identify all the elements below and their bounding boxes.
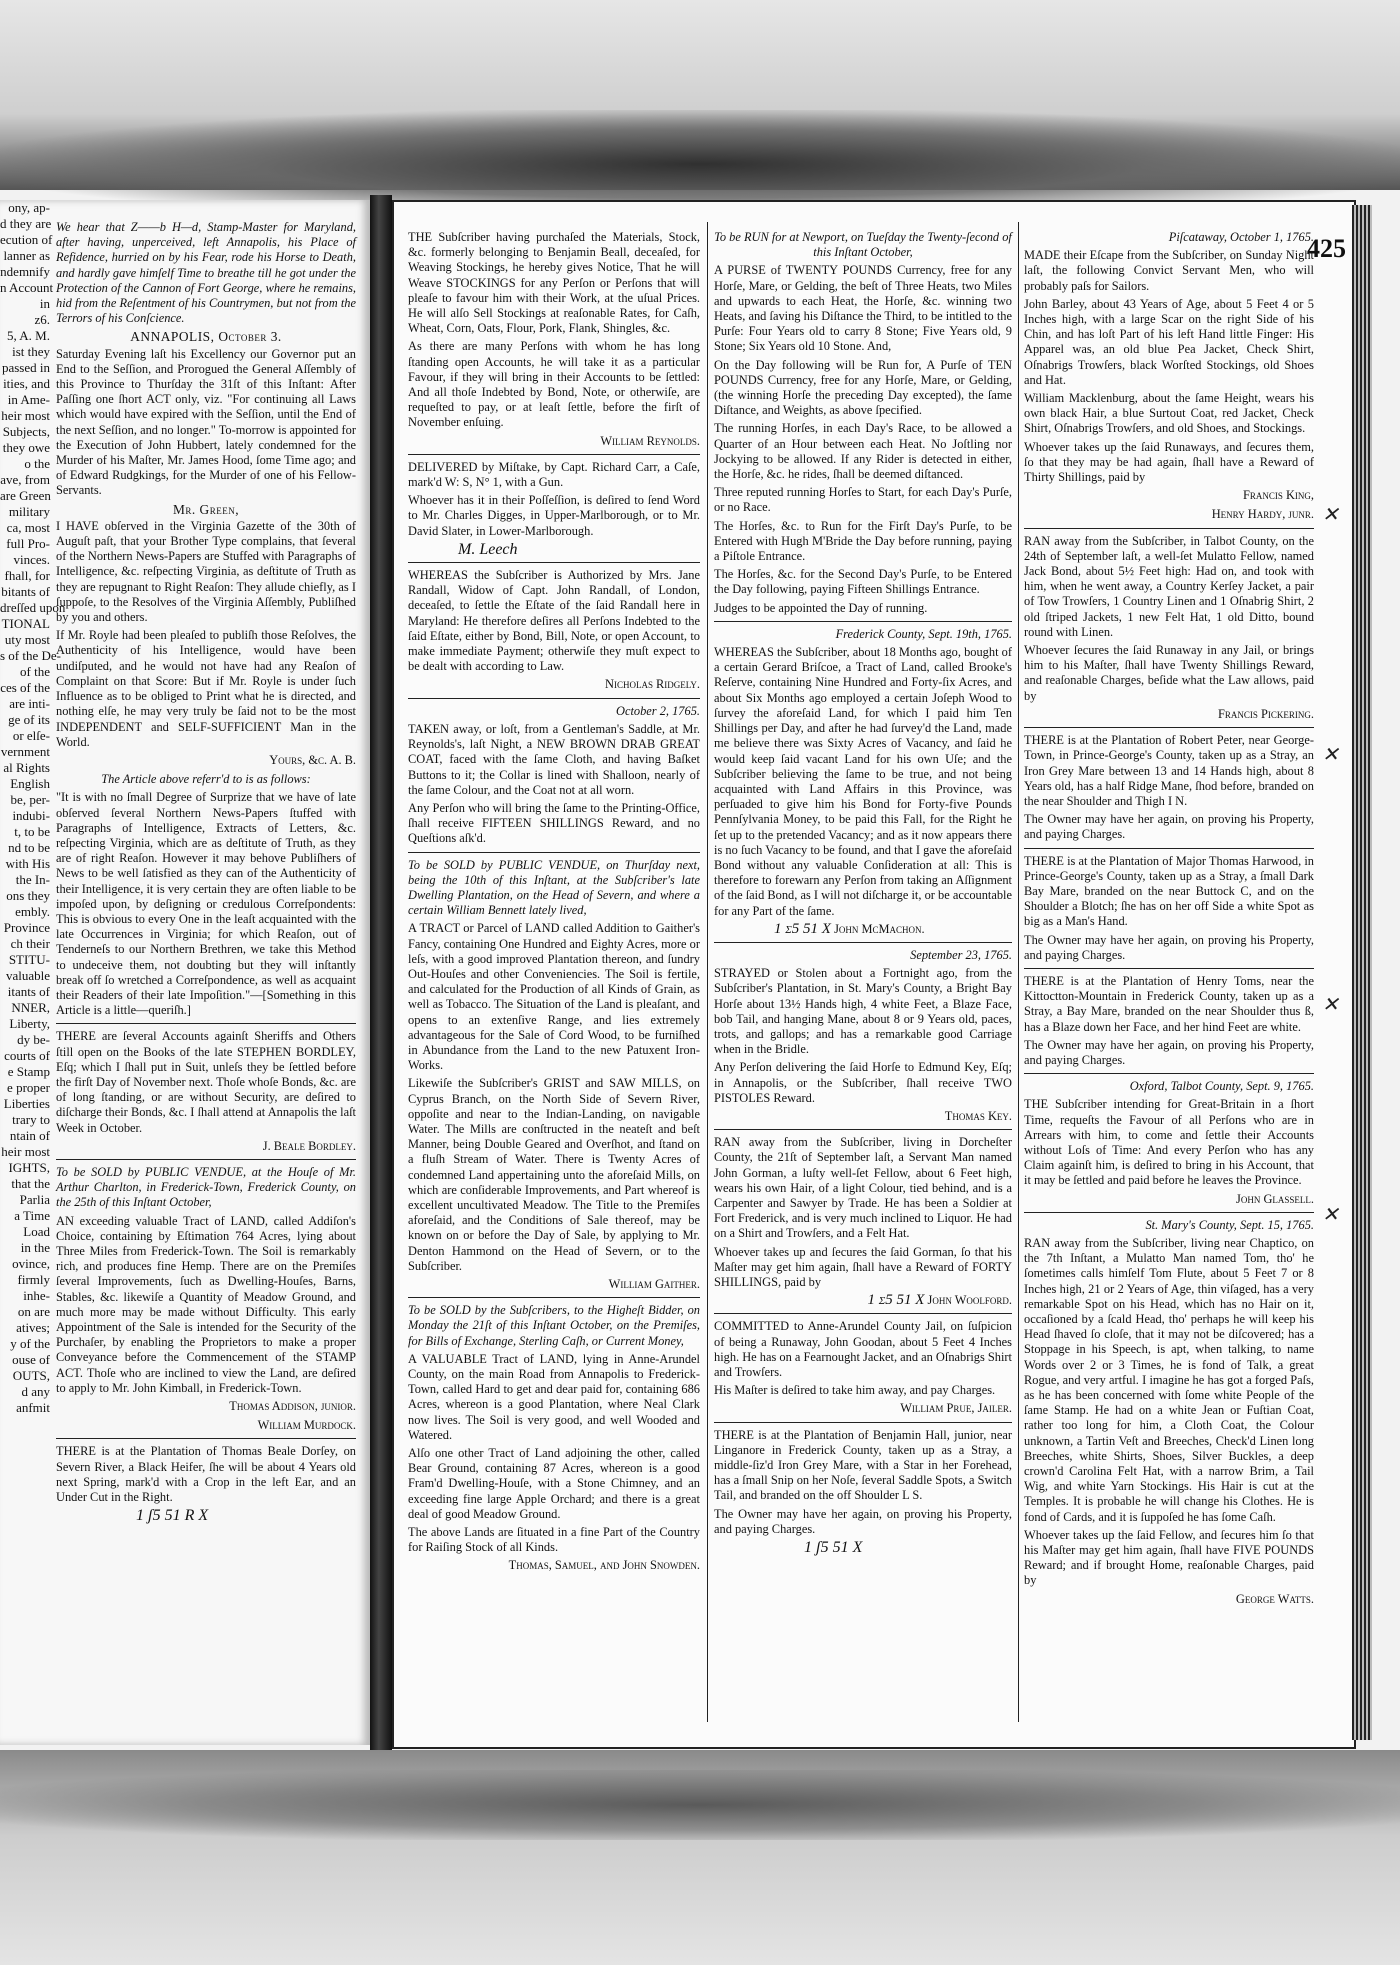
vendue-signature-1: Thomas Addison, junior.: [229, 1399, 356, 1414]
page-edge-stack: [1352, 205, 1372, 1740]
left-margin-fragment: vernment: [0, 744, 50, 759]
toms-notice: THERE is at the Plantation of Henry Toms, near the Kittoctton-Mountain in Frederick County, taken up as a Stray, a Bay Mare, branded on the near Shoulder thus ß, has a Blaze down her Face, and her hind Feet are white.: [1024, 973, 1314, 1034]
handwritten-mark: 1 ʃ5 51 X: [774, 920, 831, 937]
left-margin-fragment: be, per-: [10, 792, 50, 807]
woolford-notice: RAN away from the Subſcriber, living in Dorcheſter County, the 21ſt of September laſt, a Servant Man named John Gorman, a luſty well-ſet Fellow, about 6 Feet high, wears his own Hair, of a light Colour, tied behind, and is a Carpenter and Sawyer by Trade. He has been a Soldier at Fort Frederick, and is very much inclined to Liquor. He had on a Shirt and Trowſers, and a Felt Hat.: [714, 1135, 1012, 1241]
woolford-signature: John Woolford.: [927, 1293, 1012, 1308]
king-signature-2: Henry Hardy, junr.: [1211, 507, 1314, 522]
left-margin-fragment: STITU-: [8, 952, 50, 967]
bordley-signature: J. Beale Bordley.: [262, 1138, 356, 1153]
left-margin-fragment: lanner as: [3, 248, 50, 263]
left-margin-fragment: indubi-: [12, 808, 50, 823]
divider: [56, 1023, 356, 1024]
left-margin-fragment: are inti-: [9, 696, 50, 711]
king-notice-3: William Macklenburg, about the ſame Height, wears his own black Hair, a blue Surtout Coat, red Jacket, Check Shirt, Oſnabrigs Trowſers, and old Shoes, and Stockings.: [1024, 391, 1314, 436]
left-margin-fragment: that the: [11, 1176, 50, 1191]
snowden-heading: To be SOLD by the Subſcribers, to the Higheſt Bidder, on Monday the 21ſt of this Inſtant October, on the Premiſes, for Bills of Exchange, Sterling Caſh, or Current Money,: [408, 1303, 700, 1348]
divider: [408, 454, 700, 455]
letter-paragraph-2: If Mr. Royle had been pleaſed to publiſh those Reſolves, the Authenticity of his Intelligence, would have been undiſputed, and he would not have had any Reaſon of Complaint on that Score: But if Mr. Royle is under ſuch Influence as to be obliged to Print what he is directed, and nothing elſe, he may very truly be ſaid not to be the most INDEPENDENT and SELF-SUFFICIENT Man in the World.: [56, 628, 356, 749]
vendue-signature-2: William Murdock.: [257, 1418, 356, 1433]
annapolis-dateline: ANNAPOLIS, October 3.: [130, 329, 282, 345]
prue-signature: William Prue, Jailer.: [900, 1401, 1012, 1416]
left-margin-fragment: in the: [20, 1240, 50, 1255]
divider: [1024, 528, 1314, 529]
left-margin-fragment: in Ame-: [7, 392, 50, 407]
pickering-notice: RAN away from the Subſcriber, in Talbot County, on the 24th of September laſt, a well-ſet Mulatto Fellow, named Jack Bond, about 5½ Feet high: Had on, and took with him, when he went away, a Country Kerſey Jacket, a pair of Tow Trowſers, 1 Country Linen and 1 Oſnabrig Shirt, 2 old ſtriped Jackets, 1 new Felt Hat, 1 old Ditto, bound round with Linen.: [1024, 533, 1314, 639]
left-margin-fragment: ntain of: [9, 1128, 50, 1143]
left-margin-fragment: ch their: [10, 936, 50, 951]
prue-notice: COMMITTED to Anne-Arundel County Jail, on ſuſpicion of being a Runaway, John Goodan, about 5 Feet 4 Inches high. He has on a Fearnought Jacket, and an Oſnabrigs Shirt and Trowſers.: [714, 1319, 1012, 1380]
key-signature: Thomas Key.: [944, 1108, 1012, 1123]
bennett-notice: A TRACT or Parcel of LAND called Addition to Gaither's Fancy, containing One Hundred and Eighty Acres, more or leſs, with a good improved Plantation thereon, and ſundry Out-Houſes and other Conveniencies. The Soil is fertile, and calculated for the Production of all Kinds of Grain, as well as Tobacco. The Situation of the Land is pleaſant, and opens to an extenſive Range, and lies extremely advantageous for the Sale of Cord Wood, to be furniſhed in Abundance from the Land to the new Patuxent Iron-Works.: [408, 921, 700, 1073]
glassell-dateline: Oxford, Talbot County, Sept. 9, 1765.: [1129, 1079, 1314, 1094]
divider: [408, 698, 700, 699]
ridgely-signature: Nicholas Ridgely.: [605, 677, 700, 692]
left-margin-fragment: IGHTS,: [8, 1160, 50, 1175]
letter-signature: Yours, &c. A. B.: [269, 752, 356, 767]
left-margin-fragment: trary to: [12, 1112, 50, 1127]
left-margin-fragment: dy be-: [17, 1032, 50, 1047]
left-margin-fragment: itants of: [7, 984, 50, 999]
divider: [408, 562, 700, 563]
margin-mark: ✕: [1322, 994, 1339, 1016]
left-margin-fragment: ces of the: [0, 680, 50, 695]
left-margin-fragment: they owe: [2, 440, 50, 455]
left-margin-fragment: n Account: [0, 280, 54, 295]
left-margin-fragment: embly.: [15, 904, 50, 919]
mcmachon-signature-line: [714, 922, 1012, 937]
snowden-notice-2: Alſo one other Tract of Land adjoining the other, called Bear Ground, containing 87 Acres, whereon is a good Fram'd Dwelling-Houſe, with a Stone Chimney, and an exceeding fine large Apple Orchard; and there is a great deal of good Meadow Ground.: [408, 1446, 700, 1521]
left-margin-fragment: valuable: [5, 968, 50, 983]
left-margin-fragment: of the: [20, 664, 50, 679]
king-notice: MADE their Eſcape from the Subſcriber, on Sunday Night laſt, the following Convict Servant Men, who will probably paſs for Sailors.: [1024, 248, 1314, 293]
snowden-signature: Thomas, Samuel, and John Snowden.: [508, 1558, 700, 1573]
left-margin-fragment: vinces.: [13, 552, 50, 567]
left-margin-fragment: NNER,: [11, 1000, 50, 1015]
left-margin-fragment: firmly: [17, 1272, 50, 1287]
left-margin-fragment: ouse of: [12, 1352, 50, 1367]
bordley-notice: THERE are ſeveral Accounts againſt Sheriffs and Others ſtill open on the Books of the late STEPHEN BORDLEY, Eſq; which I ſhall put in Suit, unleſs they be ſettled before the firſt Day of November next. Thoſe whoſe Bonds, &c. are of long ſtanding, or are without Security, are deſired to diſcharge their Bonds, &c. I ſhall attend at Annapolis the laſt Week in October.: [56, 1029, 356, 1135]
left-margin-fragment: ge of its: [8, 712, 50, 727]
left-margin-fragment: the In-: [15, 872, 50, 887]
left-margin-fragment: bitants of: [1, 584, 50, 599]
key-notice: STRAYED or Stolen about a Fortnight ago, from the Subſcriber's Plantation, in St. Mary's County, a Bright Bay Horſe about 13½ Hands high, 4 white Feet, a Blaze Face, bob Tail, and hanging Mane, about 8 or 9 Years old, paces, trots, and gallops; and has a remarkable good Carriage when in the Bridle.: [714, 966, 1012, 1057]
column-4: [1024, 230, 1314, 1730]
snowden-notice: A VALUABLE Tract of LAND, lying in Anne-Arundel County, on the main Road from Annapolis to Frederick-Town, called Hard to get and dear paid for, containing 686 Acres, whereon is a good Plantation, where Neal Clark now lives. The Soil is very good, and well Wooded and Watered.: [408, 1351, 700, 1442]
column-2: [408, 230, 700, 1730]
glassell-notice: THE Subſcriber intending for Great-Britain in a ſhort Time, requeſts the Favour of all Perſons who are in Arrears with him, to come and ſettle their Accounts without Loſs of Time: And every Perſon who has any Claim againſt him, is deſired to bring in his Account, that it may be ſettled and paid before he leaves the Province.: [1024, 1097, 1314, 1188]
delivered-notice-2: Whoever has it in their Poſſeſſion, is deſired to ſend Word to Mr. Charles Digges, in Upper-Marlborough, or to Mr. David Slater, in Lower-Marlborough.: [408, 493, 700, 538]
watts-dateline: St. Mary's County, Sept. 15, 1765.: [1145, 1217, 1314, 1232]
vendue-heading: To be SOLD by PUBLIC VENDUE, at the Houſe of Mr. Arthur Charlton, in Frederick-Town, Frederick County, on the 25th of this Inſtant October,: [56, 1164, 356, 1210]
left-margin-fragment: English: [10, 776, 50, 791]
delivered-notice: DELIVERED by Miſtake, by Capt. Richard Carr, a Caſe, mark'd W: S, N° 1, with a Gun.: [408, 459, 700, 490]
race-heading: To be RUN for at Newport, on Tueſday the Twenty-ſecond of this Inſtant October,: [714, 230, 1012, 260]
left-margin-fragment: atives;: [16, 1320, 50, 1335]
left-margin-fragment: z6.: [34, 312, 50, 327]
mills-notice: Likewiſe the Subſcriber's GRIST and SAW MILLS, on Cyprus Branch, on the North Side of Severn River, oppoſite and near to the Indian-Landing, on navigable Water. The Mills are conſtructed in the neateſt and beſt Manner, being Double Geared and Overſhot, and ſtand on a fluſh Stream of Water. There is Twenty Acres of condemned Land appertaining unto the aforeſaid Mills, on which are conſiderable Improvements, and Part whereof is excellent uncultivated Meadow. The Title to the Premiſes aforeſaid, and the Conditions of Sale thereof, may be known on or before the Day of Sale, by applying to Mr. Denton Hammond on the Head of Severn, or to the Subſcriber.: [408, 1076, 700, 1273]
woolford-signature-line: [714, 1293, 1012, 1308]
page-number: 425: [1307, 234, 1346, 263]
divider: [1024, 1212, 1314, 1213]
left-margin-fragment: Province: [3, 920, 50, 935]
hall-notice: THERE is at the Plantation of Benjamin Hall, junior, near Linganore in Frederick County, taken up as a Stray, a middle-ſiz'd Iron Grey Mare, with a Star in her Forehead, has a ſmall Snip on her Noſe, ſeveral Saddle Spots, a Switch Tail, and branded on the off Shoulder L S.: [714, 1427, 1012, 1503]
handwritten-mark: 1 ʃ5 51 R X: [136, 1507, 209, 1525]
race-notice-2: On the Day following will be Run for, A Purſe of TEN POUNDS Currency, free for any Horſe, Mare, or Gelding, (the winning Horſe the preceding Day excepted), the ſame Diſtance, and Weights, as above ſpecified.: [714, 357, 1012, 418]
left-margin-fragment: s of the De-: [0, 648, 62, 663]
divider: [1024, 848, 1314, 849]
divider: [1024, 727, 1314, 728]
left-margin-fragment: ca, most: [6, 520, 50, 535]
left-margin-fragment: ony, ap-: [8, 200, 50, 215]
book-gutter: [370, 195, 392, 1750]
left-margin-fragment: ons they: [6, 888, 50, 903]
left-margin-fragment: inhe-: [23, 1288, 50, 1303]
left-margin-fragment: nd to be: [8, 840, 50, 855]
quoted-article: "It is with no ſmall Degree of Surprize that we have of late obſerved ſeveral Northern News-Papers ſtuffed with Paragraphs of Intelligence, Extracts of Letters, &c. reſpecting Virginia, which are as deſtitute of Truth, as they are of right Reaſon. However it may behove Publiſhers of News to be well ſatisfied as they can of the Authenticity of their Intelligence, it is very certain they are often liable to be impoſed upon, by deſigning or credulous Correſpondents: This is obvious to every One in the leaſt acquainted with the late Occurrences in Virginia; for which Reaſon, out of Tenderneſs to our Northern Brethren, we take this Method to undeceive them, not doubting but they will inſtantly break off ſo wretched a Correſpondence, as well as acquaint their Readers of their late Impoſition."—[Something in this Article is a little—queriſh.]: [56, 790, 357, 1018]
handwritten-name: M. Leech: [458, 540, 518, 558]
race-notice-6: The Horſes, &c. for the Second Day's Purſe, to be Entered the Day following, paying Fifteen Shillings Entrance.: [714, 567, 1012, 597]
left-margin-fragment: ndemnify: [0, 264, 50, 279]
left-margin-fragment: d they are: [0, 216, 52, 231]
mills-signature: William Gaither.: [608, 1277, 700, 1291]
reynolds-notice-2: As there are many Perſons with whom he has long ſtanding open Accounts, he will take it as a particular Favour, if they will bring in their Accounts to be ſettled: And all thoſe Indebted by Bond, Note, or otherwiſe, are requeſted to pay, or at leaſt ſettle, before the firſt of November enſuing.: [408, 339, 700, 430]
left-margin-fragment: are Green: [0, 488, 51, 503]
king-notice-4: Whoever takes up the ſaid Runaways, and ſecures them, ſo that they may be had again, ſhall have a Reward of Thirty Shillings, paid by: [1024, 439, 1314, 485]
left-margin-fragment: passed in: [1, 360, 50, 375]
left-margin-fragment: al Rights: [3, 760, 50, 775]
left-margin-fragment: anfmit: [16, 1400, 50, 1415]
left-margin-fragment: fhall, for: [4, 568, 50, 583]
assembly-news: Saturday Evening laſt his Excellency our Governor put an End to the Seſſion, and Prorogued the General Aſſembly of this Province to Thurſday the 31ſt of this Inſtant: After Paſſing one ſhort ACT only, viz. "For continuing all Laws which would have expired with the Seſſion, until the End of the next Seſſion, and no longer." To-morrow is appointed for the Execution of John Hubbert, lately condemned for the Murder of his Maſter, Mr. James Hood, ſome Time ago; and of Edward Rudgkings, for the Murder of one of his Fellow-Servants.: [56, 346, 356, 498]
divider: [408, 852, 700, 853]
watts-notice: RAN away from the Subſcriber, living near Chaptico, on the 7th Inſtant, a Mulatto Man named Tom, tho' he ſometimes calls himſelf Tom Flute, about 5 Feet 7 or 8 Inches high, 21 or 2 Years of Age, thin viſaged, has a very remarkable Spot on his Head, which has no Hair on it, occaſioned by a ſcald Head, tho' perhaps he will keep his Head ſhaved ſo cloſe, that it may not be diſcovered; has a Stoppage in his Speech, is apt, when talking, to name Words over 2 or 3 Times, he is fond of Talk, a great Rogue, and very artful. I imagine he has got a forged Paſs, as he has been concerned with ſome white People of the ſame Stamp. He had on a white Jean or Fuſtian Coat, rather too long for him, a Cloth Coat, the Colour unknown, a Tartin Veſt and Breeches, Check'd Linen long Breeches, white Shirts, Shoes, Silver Buckles, a deep crown'd Carolina Felt Hat, with a narrow Brim, a Tail Wig, and white Yarn Stockings. His Hair is cut at the Temples. It is probable he will change his Clothes. He is fond of Cards, and it is ſuppoſed he has ſome Caſh.: [1024, 1235, 1314, 1524]
reynolds-notice: THE Subſcriber having purchaſed the Materials, Stock, &c. formerly belonging to Benjamin Beall, deceaſed, for Weaving Stockings, he hereby gives Notice, That he will Weave STOCKINGS for any Perſon or Perſons that will pleaſe to favour him with their Work, at the uſual Prices. He will alſo Sell Stockings at reaſonable Rates, for Caſh, Wheat, Corn, Oats, Flour, Pork, Flank, Shingles, &c.: [408, 230, 700, 336]
left-margin-fragment: military: [8, 504, 50, 519]
column-rule: [1018, 222, 1019, 1722]
margin-mark: ✕: [1322, 1204, 1339, 1226]
left-margin-fragment: ist they: [12, 344, 50, 359]
left-margin-fragment: uty most: [4, 632, 50, 647]
left-margin-fragment: full Pro-: [6, 536, 50, 551]
pickering-notice-2: Whoever ſecures the ſaid Runaway in any Jail, or brings him to his Maſter, ſhall have Twenty Shillings Reward, and reaſonable Charges, beſide what the Law allows, paid by: [1024, 643, 1314, 703]
margin-mark: ✕: [1322, 504, 1339, 526]
key-dateline: September 23, 1765.: [910, 947, 1012, 962]
heifer-notice: THERE is at the Plantation of Thomas Beale Dorſey, on Severn River, a Black Heifer, ſhe will be about 4 Years old next Spring, mark'd with a Crop in the left Ear, and an Under Cut in the Right.: [56, 1444, 356, 1505]
coat-notice-2: Any Perſon who will bring the ſame to the Printing-Office, ſhall receive FIFTEEN SHILLINGS Reward, and no Queſtions aſk'd.: [408, 800, 700, 846]
divider: [56, 1159, 356, 1160]
left-margin-fragment: ecution of: [0, 232, 53, 247]
left-margin-fragment: ave, from: [0, 472, 50, 487]
left-margin-fragment: ities, and: [3, 376, 50, 391]
left-margin-fragment: in: [39, 296, 50, 311]
bennett-heading: To be SOLD by PUBLIC VENDUE, on Thurſday next, being the 10th of this Inſtant, at the Subſcriber's late Dwelling Plantation, on the Head of Severn, and where a certain William Bennett lately lived,: [408, 857, 700, 918]
left-margin-fragment: heir most: [1, 1144, 50, 1159]
column-1: [56, 220, 356, 1740]
divider: [714, 1422, 1012, 1423]
left-margin-fragment: Parlia: [19, 1192, 50, 1207]
king-notice-2: John Barley, about 43 Years of Age, about 5 Feet 4 or 5 Inches high, with a large Scar on the right Side of his Chin, and has loſt Part of his left Hand little Finger: His Apparel was, an old blue Pea Jacket, Check Shirt, Oſnabrigs Trowſers, black Worſted Stockings, old Shoes and Hat.: [1024, 296, 1314, 387]
king-dateline: Piſcataway, October 1, 1765.: [1168, 230, 1314, 244]
race-notice-4: Three reputed running Horſes to Start, for each Day's Purſe, or no Race.: [714, 485, 1012, 515]
mcmachon-notice: WHEREAS the Subſcriber, about 18 Months ago, bought of a certain Gerard Briſcoe, a Tract of Land, called Brooke's Reſerve, containing Nine Hundred and Forty-ſix Acres, and about Six Months ago employed a certain Joſeph Wood to ſurvey the aforeſaid Land, for which I paid him Ten Shillings per Day, and after he had ſurvey'd the Land, made me believe there was Sixty Acres of Vacancy, and ſaid he would keep ſaid vacant Land for his own Uſe; and the Subſcriber believing the ſame to be true, and not being acquainted with Land Affairs in this Province, was perſuaded to give him his Bond for Forty-five Pounds Pennſylvania Money, to be paid this Fall, for the Right he ſet up to the pretended Vacancy; and as it now appears there is no ſuch Vacancy to be found, and that I gave the aforeſaid Bond without any valuable Conſideration at all: This is therefore to forewarn any Perſon from taking an Aſſignment of the ſaid Bond, as I will not diſcharge it, or be accountable for any Part of the ſame.: [714, 645, 1012, 918]
left-margin-fragment: Subjects,: [2, 424, 50, 439]
left-margin-fragment: Liberty,: [9, 1016, 50, 1031]
toms-notice-2: The Owner may have her again, on proving his Property, and paying Charges.: [1024, 1037, 1314, 1067]
king-signature-1: Francis King,: [1242, 488, 1314, 503]
race-notice-5: The Horſes, &c. to Run for the Firſt Day's Purſe, to be Entered with Hugh M'Bride the Day before running, paying a Piſtole Entrance.: [714, 518, 1012, 564]
left-margin-fragment: dreſſed upon: [0, 600, 66, 615]
left-margin-fragment: Liberties: [3, 1096, 50, 1111]
key-notice-2: Any Perſon delivering the ſaid Horſe to Edmund Key, Eſq; in Annapolis, or the Subſcriber, ſhall receive TWO PISTOLES Reward.: [714, 1060, 1012, 1105]
mcmachon-dateline: Frederick County, Sept. 19th, 1765.: [835, 626, 1012, 641]
handwritten-mark: 1 ʃ5 51 X: [867, 1292, 925, 1309]
harwood-notice: THERE is at the Plantation of Major Thomas Harwood, in Prince-George's County, taken up as a Stray, a ſmall Dark Bay Mare, branded on the near Buttock C, and on the Shoulder a Blotch; ſhe has on her off Side a white Spot as big as a Man's Hand.: [1024, 853, 1314, 929]
divider: [714, 1313, 1012, 1314]
race-notice-3: The running Horſes, in each Day's Race, to be allowed a Quarter of an Hour between each Heat. No Joſtling nor Jockying to be allowed. If any Rider is detected in either, the Horſe, &c. he rides, ſhall be deemed diſtanced.: [714, 421, 1012, 482]
harwood-notice-2: The Owner may have her again, on proving his Property, and paying Charges.: [1024, 932, 1314, 962]
divider: [714, 621, 1012, 622]
glassell-signature: John Glassell.: [1236, 1191, 1314, 1206]
left-margin-fragment: TIONAL: [1, 616, 50, 631]
letter-salutation: Mr. Green,: [172, 501, 240, 517]
watts-notice-2: Whoever takes up the ſaid Fellow, and ſecures him ſo that his Maſter may get him again, ſhall have FIVE POUNDS Reward; and if brought Home, reaſonable Charges, paid by: [1024, 1527, 1314, 1588]
coat-notice: TAKEN away, or loſt, from a Gentleman's Saddle, at Mr. Reynolds's, laſt Night, a NEW BROWN DRAB GREAT COAT, faced with the ſame Cloth, and having Baſket Buttons to it; the Collar is lined with Shalloon, nearly of the ſame Colour, and the Coat not at all worn.: [408, 721, 700, 797]
race-notice-7: Judges to be appointed the Day of running.: [714, 600, 928, 615]
left-margin-fragment: courts of: [4, 1048, 50, 1063]
divider: [56, 1438, 356, 1439]
divider: [1024, 1073, 1314, 1074]
snowden-notice-3: The above Lands are ſituated in a fine Part of the Country for Raiſing Stock of all Kinds.: [408, 1525, 700, 1555]
left-margin-fragment: with His: [5, 856, 50, 871]
left-margin-fragment: a Time: [14, 1208, 50, 1223]
left-margin-fragment: t, to be: [14, 824, 50, 839]
left-margin-fragment: ovince,: [12, 1256, 50, 1271]
column-3: [714, 230, 1012, 1730]
reynolds-signature: William Reynolds.: [600, 433, 700, 448]
race-notice: A PURSE of TWENTY POUNDS Currency, free for any Horſe, Mare, or Gelding, the beſt of Three Heats, two Miles and upwards to each Heat, the Horſe, &c. winning two Heats, and ſaving his Diſtance the Third, to be intitled to the Purſe: Four Years old to carry 8 Stone; Five Years old, 9 Stone; Six Years old 10 Stone. And,: [714, 263, 1012, 354]
scan-shadow-bottom: [0, 1770, 1400, 1840]
right-page: [392, 200, 1356, 1749]
left-margin-fragment: heir most: [1, 408, 50, 423]
woolford-notice-2: Whoever takes up and ſecures the ſaid Gorman, ſo that his Maſter may get him again, ſhall have a Reward of FORTY SHILLINGS, paid by: [714, 1244, 1012, 1289]
left-margin-fragment: e Stamp: [7, 1064, 50, 1079]
divider: [408, 1297, 700, 1298]
handwritten-mark: 1 ʃ5 51 X: [804, 1539, 863, 1557]
watts-signature: George Watts.: [1235, 1591, 1314, 1606]
margin-mark: ✕: [1322, 744, 1339, 766]
left-page: [0, 200, 373, 1745]
ridgely-notice: WHEREAS the Subſcriber is Authorized by Mrs. Jane Randall, Widow of Capt. John Randall, of London, deceaſed, to ſettle the Eſtate of the ſaid Randall here in Maryland: He therefore deſires all Perſons Indebted to the ſaid Eſtate, either by Bond, Bill, Note, or open Account, to make immediate Payment; otherwiſe they muſt expect to be dealt with according to Law.: [408, 568, 700, 674]
vendue-body: AN exceeding valuable Tract of LAND, called Addiſon's Choice, containing by Eſtimation 764 Acres, lying about Three Miles from Frederick-Town. The Soil is remarkably rich, and produces fine Hemp. There are on the Premiſes ſeveral Improvements, ſuch as Dwelling-Houſes, Barns, Stables, &c. likewiſe a Quantity of Meadow Ground, and much more may be made without Difficulty. This early Appointment of the Sale is intended for the Security of the Purchaſer, by enabling the Proprietors to make a proper Conveyance before the Commencement of the STAMP ACT. Thoſe who are inclined to view the Land, are deſired to apply to Mr. John Kimball, in Frederick-Town.: [56, 1213, 356, 1395]
stamp-master-notice: We hear that Z——b H—d, Stamp-Master for Maryland, after having, unperceived, left Annapolis, his Place of Refidence, hurried on by his Fear, rode his Horse to Death, and hardly gave himſelf Time to breathe till he got under the Protection of the Cannon of Fort George, where he remains, hid from the Reſentment of his Countrymen, but not from the Terrors of his Conſcience.: [56, 220, 356, 326]
quoted-intro: The Article above referr'd to is as follows:: [101, 772, 311, 787]
left-margin-fragments: [0, 200, 66, 1745]
letter-paragraph-1: I HAVE obſerved in the Virginia Gazette of the 30th of Auguſt paſt, that your Brother Type complains, that ſeveral of the Northern News-Papers are Stuffed with Paragraphs of Intelligence, &c. reſpecting Virginia, as deſtitute of Truth as they are repugnant to Right Reaſon: They allude chiefly, as I ſuppoſe, to the Resolves of the Virginia Aſſembly, Publiſhed by you and others.: [56, 518, 356, 625]
column-rule: [707, 222, 708, 1722]
left-margin-fragment: OUTS,: [12, 1368, 50, 1383]
prue-notice-2: His Maſter is deſired to take him away, and pay Charges.: [714, 1383, 996, 1398]
left-margin-fragment: o the: [24, 456, 50, 471]
left-margin-fragment: on are: [17, 1304, 50, 1319]
coat-dateline: October 2, 1765.: [616, 703, 700, 718]
mcmachon-signature: John McMachon.: [834, 921, 925, 936]
left-margin-fragment: 5, A. M.: [7, 328, 50, 343]
peter-notice-2: The Owner may have her again, on proving his Property, and paying Charges.: [1024, 812, 1314, 842]
pickering-signature: Francis Pickering.: [1218, 706, 1314, 721]
left-margin-fragment: Load: [23, 1224, 50, 1239]
divider: [1024, 968, 1314, 969]
scan-shadow-top: [0, 110, 1400, 200]
hall-notice-2: The Owner may have her again, on proving his Property, and paying Charges.: [714, 1506, 1012, 1536]
divider: [714, 942, 1012, 943]
left-margin-fragment: e proper: [7, 1080, 50, 1095]
peter-notice: THERE is at the Plantation of Robert Peter, near George-Town, in Prince-George's County, taken up as a Stray, an Iron Grey Mare between 13 and 14 Hands high, about 8 Years old, has a half Ridge Mane, ſhod before, branded on the near Shoulder and Thigh I N.: [1024, 733, 1314, 808]
left-margin-fragment: or elſe-: [12, 728, 50, 743]
divider: [714, 1129, 1012, 1130]
left-margin-fragment: y of the: [10, 1336, 50, 1351]
left-margin-fragment: d any: [21, 1384, 50, 1399]
